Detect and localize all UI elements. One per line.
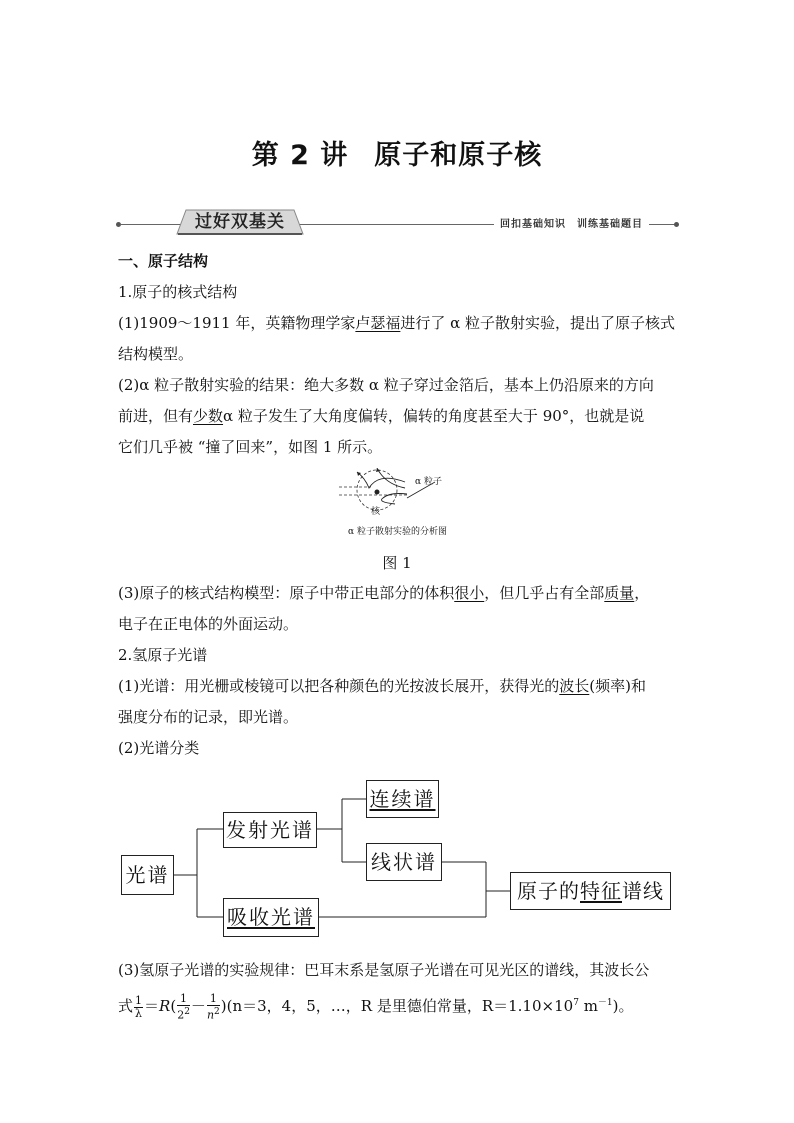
diagram-node-continuous: 连续谱 <box>366 780 439 818</box>
fraction-one-over-two-squared: $\frac{1}{2^2}$ <box>177 991 190 1022</box>
paragraph-balmer-series: (3)氢原子光谱的实验规律：巴耳末系是氢原子光谱在可见光区的谱线，其波长公 <box>118 961 650 979</box>
diagram-node-spectrum: 光谱 <box>121 855 174 895</box>
blank-rutherford: 卢瑟福 <box>355 314 401 332</box>
diagram-node-line-spectrum: 线状谱 <box>366 843 442 881</box>
diagram-node-emission: 发射光谱 <box>223 812 317 848</box>
blank-very-small: 很小 <box>454 584 485 602</box>
paragraph-spectrum-definition: (1)光谱：用光栅或棱镜可以把各种颜色的光按波长展开，获得光的波长(频率)和 强度分布的记录，即光谱。 <box>118 677 646 726</box>
fraction-one-over-n-squared: $\frac{1}{n^2}$ <box>206 991 220 1022</box>
alpha-scattering-figure <box>335 468 460 540</box>
banner-right-text: 回扣基础知识 训练基础题目 <box>494 217 649 233</box>
paragraph-rutherford: (1)1909～1911 年，英籍物理学家卢瑟福进行了 α 粒子散射实验，提出了原子核式 结构模型。 <box>118 314 676 363</box>
page-title: 第 2 讲 原子和原子核 <box>251 140 543 171</box>
paragraph-scattering-result: (2)α 粒子散射实验的结果：绝大多数 α 粒子穿过金箔后，基本上仍沿原来的方向 前进，但有少数α 粒子发生了大角度偏转，偏转的角度甚至大于 90°，也就是说 它们几乎被 “撞了回来”，如图 1 所示。 <box>118 376 654 456</box>
section-heading-atomic-structure: 一、原子结构 <box>118 252 209 270</box>
figure-inner-caption: α 粒子散射实验的分析图 <box>348 527 447 537</box>
section-banner-tab: 过好双基关 <box>176 209 304 235</box>
banner-dot-right <box>674 222 679 227</box>
figure-label-nucleus: 核 <box>371 507 381 517</box>
blank-wavelength: 波长 <box>559 677 590 695</box>
blank-few: 少数 <box>193 407 224 425</box>
paragraph-spectrum-classification: (2)光谱分类 <box>118 739 200 757</box>
diagram-node-characteristic-lines: 原子的特征谱线 <box>510 872 671 910</box>
diagram-node-absorption: 吸收光谱 <box>223 898 319 937</box>
subheading-nuclear-structure: 1.原子的核式结构 <box>118 283 238 301</box>
subheading-hydrogen-spectrum: 2.氢原子光谱 <box>118 646 208 664</box>
blank-mass: 质量 <box>604 584 635 602</box>
figure-label-alpha: α 粒子 <box>415 477 442 487</box>
paragraph-nuclear-model: (3)原子的核式结构模型：原子中带正电部分的体积很小，但几乎占有全部质量， 电子在正电体的外面运动。 <box>118 584 650 633</box>
balmer-formula: 式 $\frac{1}{\lambda}$ ＝R( $\frac{1}{2^2}$ － $\frac{1}{n^2}$ )(n＝3，4，5，…，R 是里德伯常量，$R=1.10\times 10^7$ $m^{-1}$)。 <box>118 991 634 1022</box>
fraction-one-over-lambda: $\frac{1}{\lambda}$ <box>135 993 143 1020</box>
figure-caption: 图 1 <box>382 554 412 572</box>
